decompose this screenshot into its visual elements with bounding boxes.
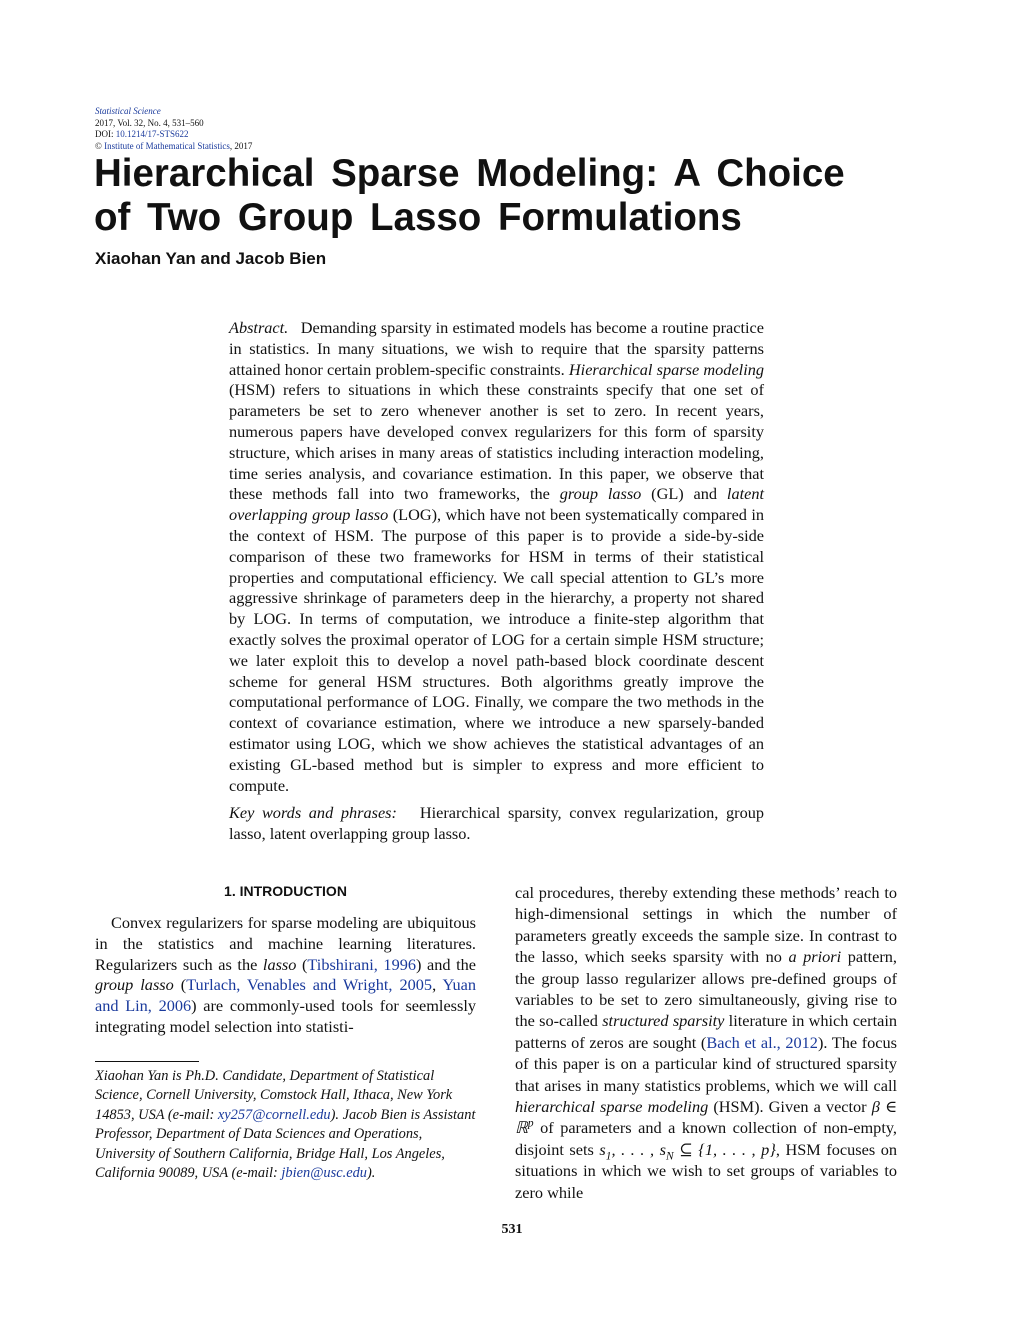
math-sets: $s_1$, . . . , $s_N$ ⊆ {1, . . . , p}: [599, 1139, 776, 1163]
journal-header: [95, 106, 252, 152]
email-link[interactable]: xy257@cornell.edu: [217, 1106, 331, 1123]
author-list: Xiaohan Yan and Jacob Bien: [95, 249, 327, 268]
copyright-line: © Institute of Mathematical Statistics, 2017: [95, 140, 253, 151]
page-number: 531: [501, 1222, 523, 1237]
doi-line: DOI: 10.1214/17-STS622: [95, 129, 189, 139]
keywords: Key words and phrases: Hierarchical sparsity, convex regularization, group lasso, latent overlapping group lasso.: [229, 803, 764, 843]
footnote-divider: [95, 1061, 199, 1062]
title-line-2: of Two Group Lasso Formulations: [94, 196, 742, 239]
math-beta: β ∈ ℝ: [515, 1097, 898, 1138]
citation-link[interactable]: Tibshirani, 1996: [307, 954, 416, 974]
citation-link[interactable]: Yuan and Lin, 2006: [95, 975, 476, 1016]
journal-name-link[interactable]: Statistical Science: [95, 106, 161, 116]
abstract-label: Abstract.: [229, 318, 289, 337]
paper-title: [94, 152, 845, 240]
intro-paragraph-continued: cal procedures, thereby extending these methods’ reach to high-dimensional settings in which the number of parameters greatly exceeds the sample size. In contrast to the lasso, which seeks sparsity with no a priori pattern, the group lasso regularizer allows pre-defined groups of variables to be set to zero simultaneously, giving rise to the so-called structured sparsity literature in which certain patterns of zeros are sought (Bach et al., 2012). The focus of this paper is on a particular kind of structured sparsity that arises in many statistics problems, which we will call hierarchical sparse modeling (HSM). Given a vector β ∈ ℝ$^p$ of parameters and a known collection of non-empty, disjoint sets $s_1$, . . . , $s_N$ ⊆ {1, . . . , p}, HSM focuses on situations in which we wish to set groups of variables to zero while: [515, 883, 898, 1202]
keywords-label: Key words and phrases:: [229, 803, 397, 822]
author-footnote: Xiaohan Yan is Ph.D. Candidate, Department of Statistical Science, Cornell University, Comstock Hall, Ithaca, New York 14853, USA (e-mail: xy257@cornell.edu). Jacob Bien is Assistant Professor, Department of Data Sciences and Operations, University of Southern California, Bridge Hall, Los Angeles, California 90089, USA (e-mail: jbien@usc.edu).: [95, 1068, 476, 1182]
abstract: Abstract. Demanding sparsity in estimated models has become a routine practice in statistics. In many situations, we wish to require that the sparsity patterns attained honor certain problem-specific constraints. Hierarchical sparse modeling (HSM) refers to situations in which these constraints specify that one set of parameters be set to zero whenever another is set to zero. In recent years, numerous papers have developed convex regularizers for this form of sparsity structure, which arises in many areas of statistics including interaction modeling, time series analysis, and covariance estimation. In this paper, we observe that these methods fall into two frameworks, the group lasso (GL) and latent overlapping group lasso (LOG), which have not been systematically compared in the context of HSM. The purpose of this paper is to provide a side-by-side comparison of these two frameworks for HSM in terms of their statistical properties and computational efficiency. We call special attention to GL’s more aggressive shrinkage of parameters deep in the hierarchy, a property not shared by LOG. In terms of computation, we introduce a finite-step algorithm that exactly solves the proximal operator of LOG for a certain simple HSM structure; we later exploit this to develop a novel path-based block coordinate descent scheme for general HSM structures. Both algorithms greatly improve the computational performance of LOG. Finally, we compare the two methods in the context of covariance estimation, where we introduce a new sparsely-banded estimator using LOG, which we show achieves the statistical advantages of an existing GL-based method but is simpler to express and more efficient to compute.: [229, 318, 765, 795]
volume-line: 2017, Vol. 32, No. 4, 531–560: [95, 117, 204, 128]
ims-link[interactable]: Institute of Mathematical Statistics: [104, 140, 230, 151]
email-link[interactable]: jbien@usc.edu: [281, 1165, 367, 1182]
section-heading: 1. INTRODUCTION: [224, 883, 347, 899]
citation-link[interactable]: Turlach, Venables and Wright, 2005: [186, 975, 433, 995]
doi-link[interactable]: 10.1214/17-STS622: [115, 129, 189, 139]
title-line-1: Hierarchical Sparse Modeling: A Choice: [94, 152, 845, 195]
citation-link[interactable]: Bach et al., 2012: [706, 1032, 818, 1052]
intro-paragraph: Convex regularizers for sparse modeling are ubiquitous in the statistics and machine learning literatures. Regularizers such as the lasso (Tibshirani, 1996) and the group lasso (Turlach, Venables and Wright, 2005, Yuan and Lin, 2006) are commonly-used tools for seemlessly integrating model selection into statisti-: [95, 913, 477, 1036]
